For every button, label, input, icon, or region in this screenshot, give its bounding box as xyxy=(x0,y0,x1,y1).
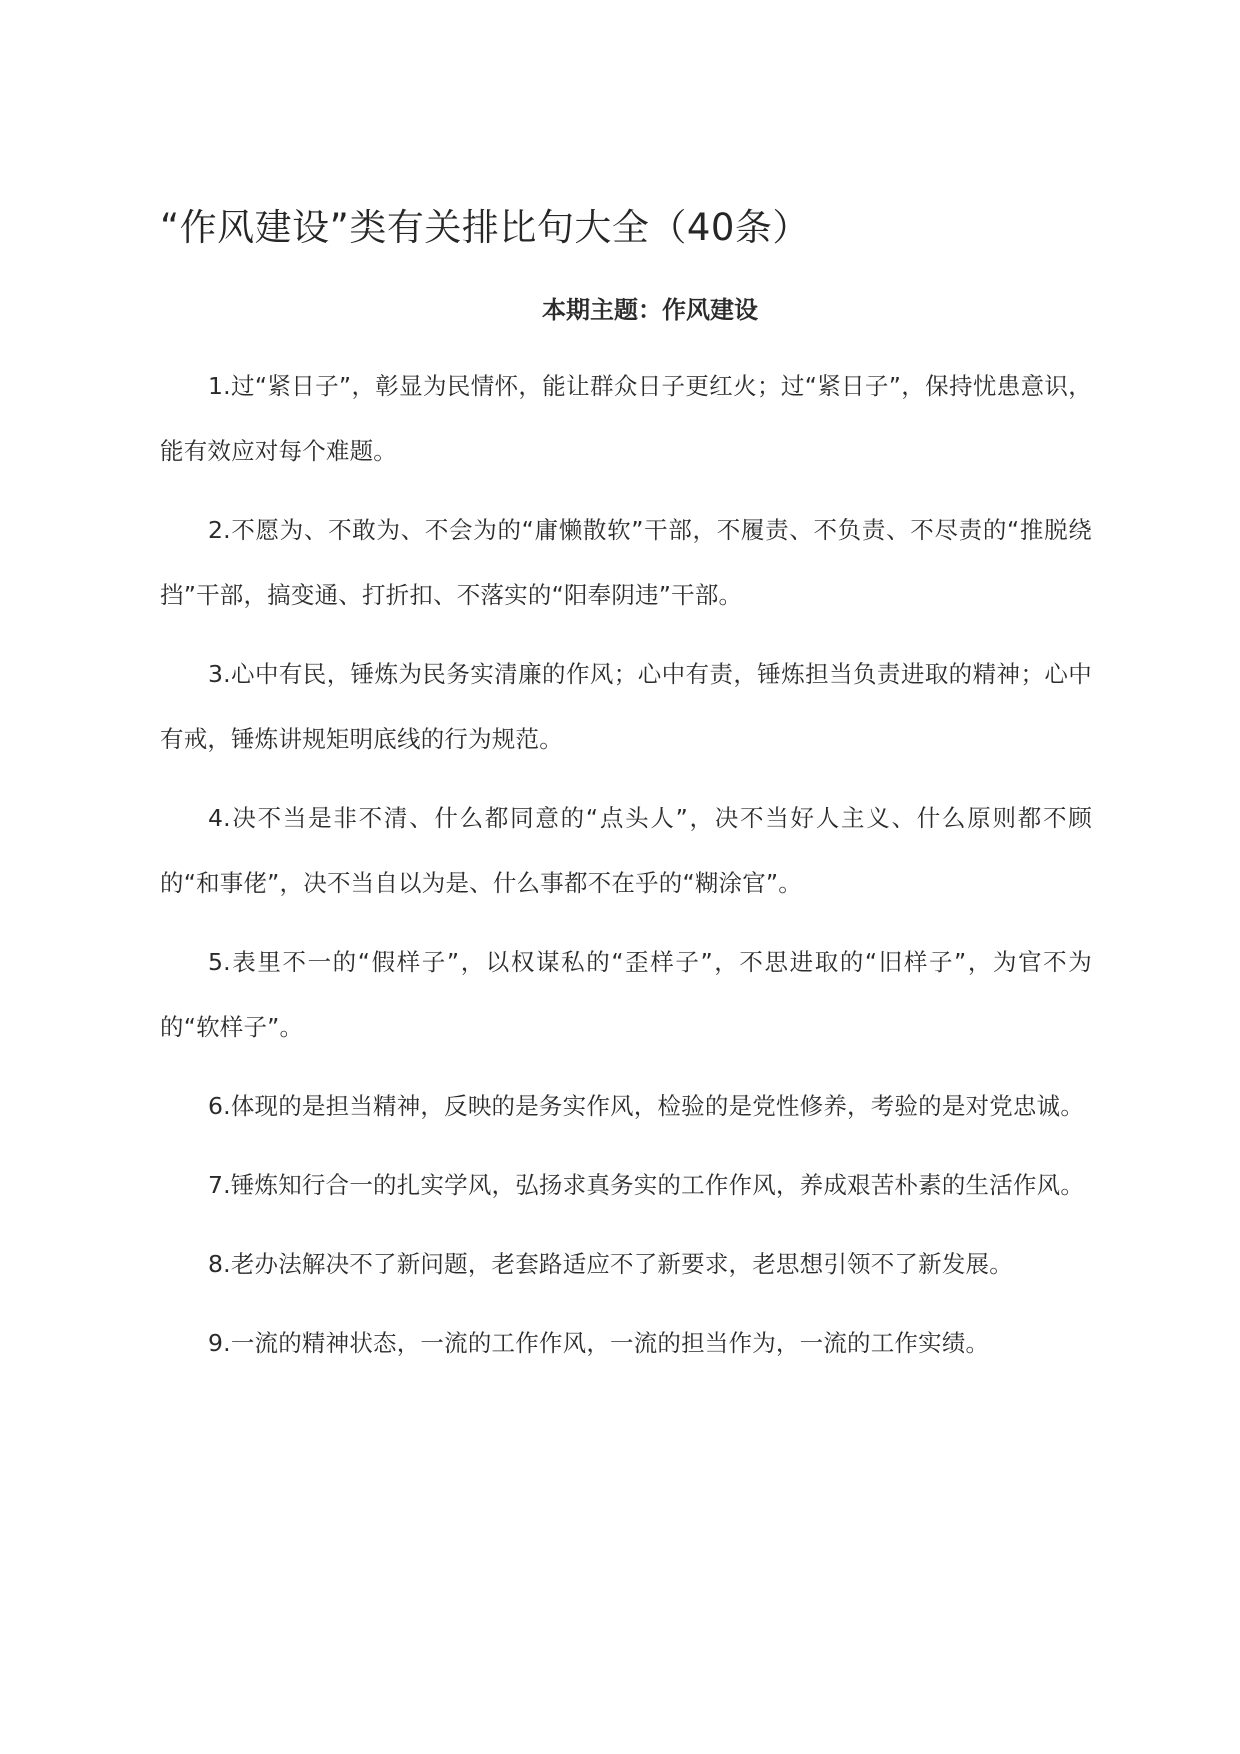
document-title: “作风建设”类有关排比句大全（40条） xyxy=(160,206,810,249)
list-item: 4.决不当是非不清、什么都同意的“点头人”，决不当好人主义、什么原则都不顾的“和事佬”，决不当自以为是、什么事都不在乎的“糊涂官”。 xyxy=(160,804,1092,897)
list-item: 1.过“紧日子”，彰显为民情怀，能让群众日子更红火；过“紧日子”，保持忧患意识，能有效应对每个难题。 xyxy=(160,372,1092,465)
list-item: 2.不愿为、不敢为、不会为的“庸懒散软”干部，不履责、不负责、不尽责的“推脱绕挡”干部，搞变通、打折扣、不落实的“阳奉阴违”干部。 xyxy=(160,516,1092,609)
list-item: 9.一流的精神状态，一流的工作作风，一流的担当作为，一流的工作实绩。 xyxy=(208,1329,990,1357)
list-item: 5.表里不一的“假样子”，以权谋私的“歪样子”，不思进取的“旧样子”，为官不为的“软样子”。 xyxy=(160,948,1092,1041)
list-item: 7.锤炼知行合一的扎实学风，弘扬求真务实的工作作风，养成艰苦朴素的生活作风。 xyxy=(208,1171,1085,1199)
list-item: 6.体现的是担当精神，反映的是务实作风，检验的是党性修养，考验的是对党忠诚。 xyxy=(208,1092,1085,1120)
list-item: 8.老办法解决不了新问题，老套路适应不了新要求，老思想引领不了新发展。 xyxy=(208,1250,1013,1278)
list-item: 3.心中有民，锤炼为民务实清廉的作风；心中有责，锤炼担当负责进取的精神；心中有戒，锤炼讲规矩明底线的行为规范。 xyxy=(160,660,1092,753)
document-subtitle: 本期主题：作风建设 xyxy=(542,296,758,324)
sentence-list xyxy=(160,354,1092,1390)
